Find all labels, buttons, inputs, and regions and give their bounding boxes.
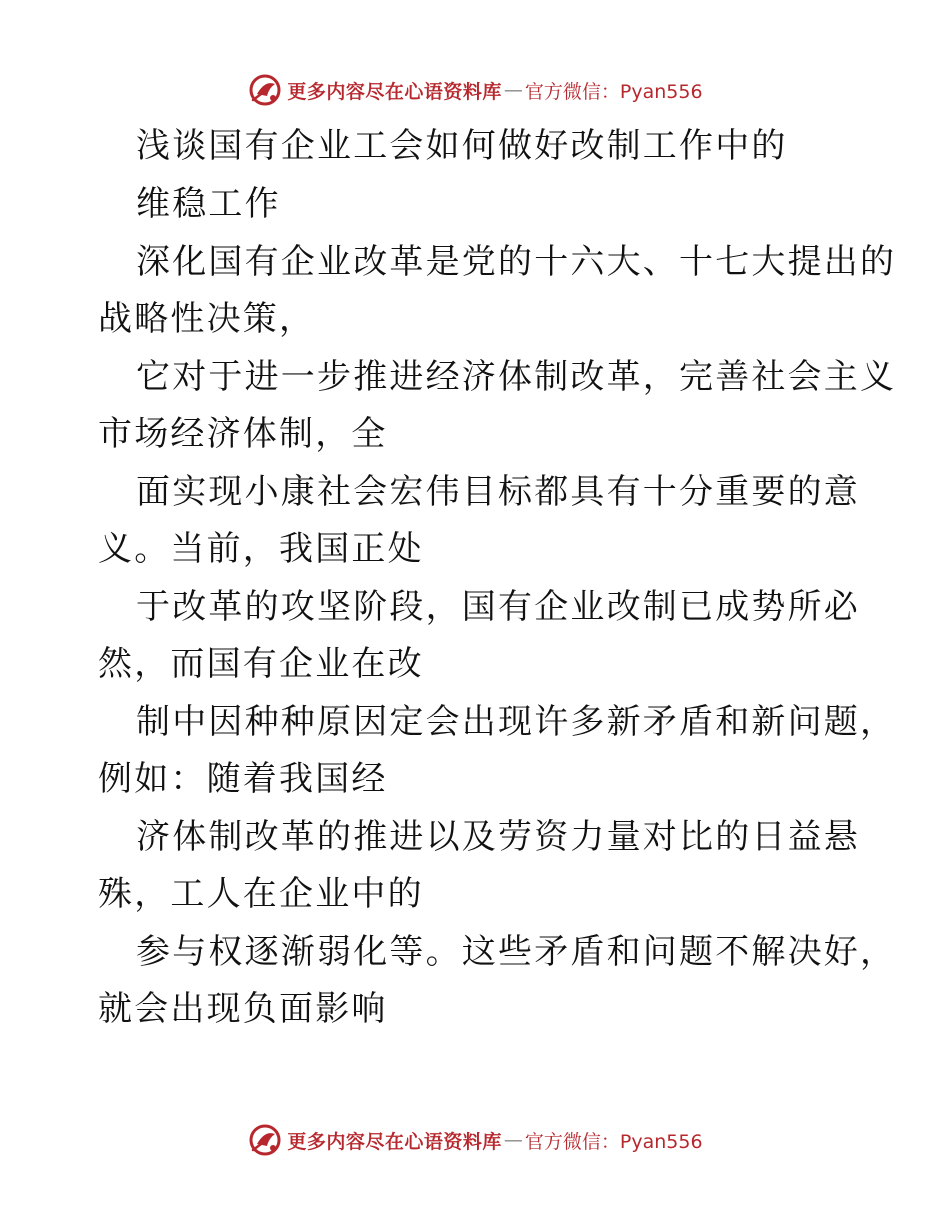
paragraph-line: 面实现小康社会宏伟目标都具有十分重要的意: [136, 472, 860, 512]
banner-wechat-text: 官方微信：Pyan556: [524, 80, 703, 103]
document-title-line-2: 维稳工作: [136, 184, 281, 224]
paragraph-line: 参与权逐渐弱化等。这些矛盾和问题不解决好，: [136, 932, 897, 972]
paragraph-line: 然，而国有企业在改: [98, 644, 424, 684]
banner-separator: —: [503, 79, 523, 101]
footer-watermark: [0, 1120, 950, 1160]
document-title-line-1: 浅谈国有企业工会如何做好改制工作中的: [136, 126, 788, 166]
paragraph-line: 它对于进一步推进经济体制改革，完善社会主义: [136, 357, 897, 397]
paragraph-line: 战略性决策，: [98, 299, 316, 339]
paragraph-line: 就会出现负面影响: [98, 989, 388, 1029]
header-watermark: [0, 70, 950, 110]
brand-logo-icon: [247, 72, 283, 108]
paragraph-line: 制中因种种原因定会出现许多新矛盾和新问题，: [136, 702, 897, 742]
brand-logo-icon: [247, 1122, 283, 1158]
banner-separator: —: [503, 1129, 523, 1151]
banner-wechat-text: 官方微信：Pyan556: [524, 1130, 703, 1153]
banner-brand-text: 更多内容尽在心语资料库: [287, 80, 502, 103]
paragraph-line: 殊，工人在企业中的: [98, 874, 424, 914]
paragraph-line: 义。当前，我国正处: [98, 529, 424, 569]
paragraph-line: 市场经济体制，全: [98, 414, 388, 454]
banner-brand-text: 更多内容尽在心语资料库: [287, 1130, 502, 1153]
paragraph-line: 深化国有企业改革是党的十六大、十七大提出的: [136, 242, 897, 282]
paragraph-line: 济体制改革的推进以及劳资力量对比的日益悬: [136, 817, 860, 857]
paragraph-line: 例如：随着我国经: [98, 759, 388, 799]
paragraph-line: 于改革的攻坚阶段，国有企业改制已成势所必: [136, 587, 860, 627]
